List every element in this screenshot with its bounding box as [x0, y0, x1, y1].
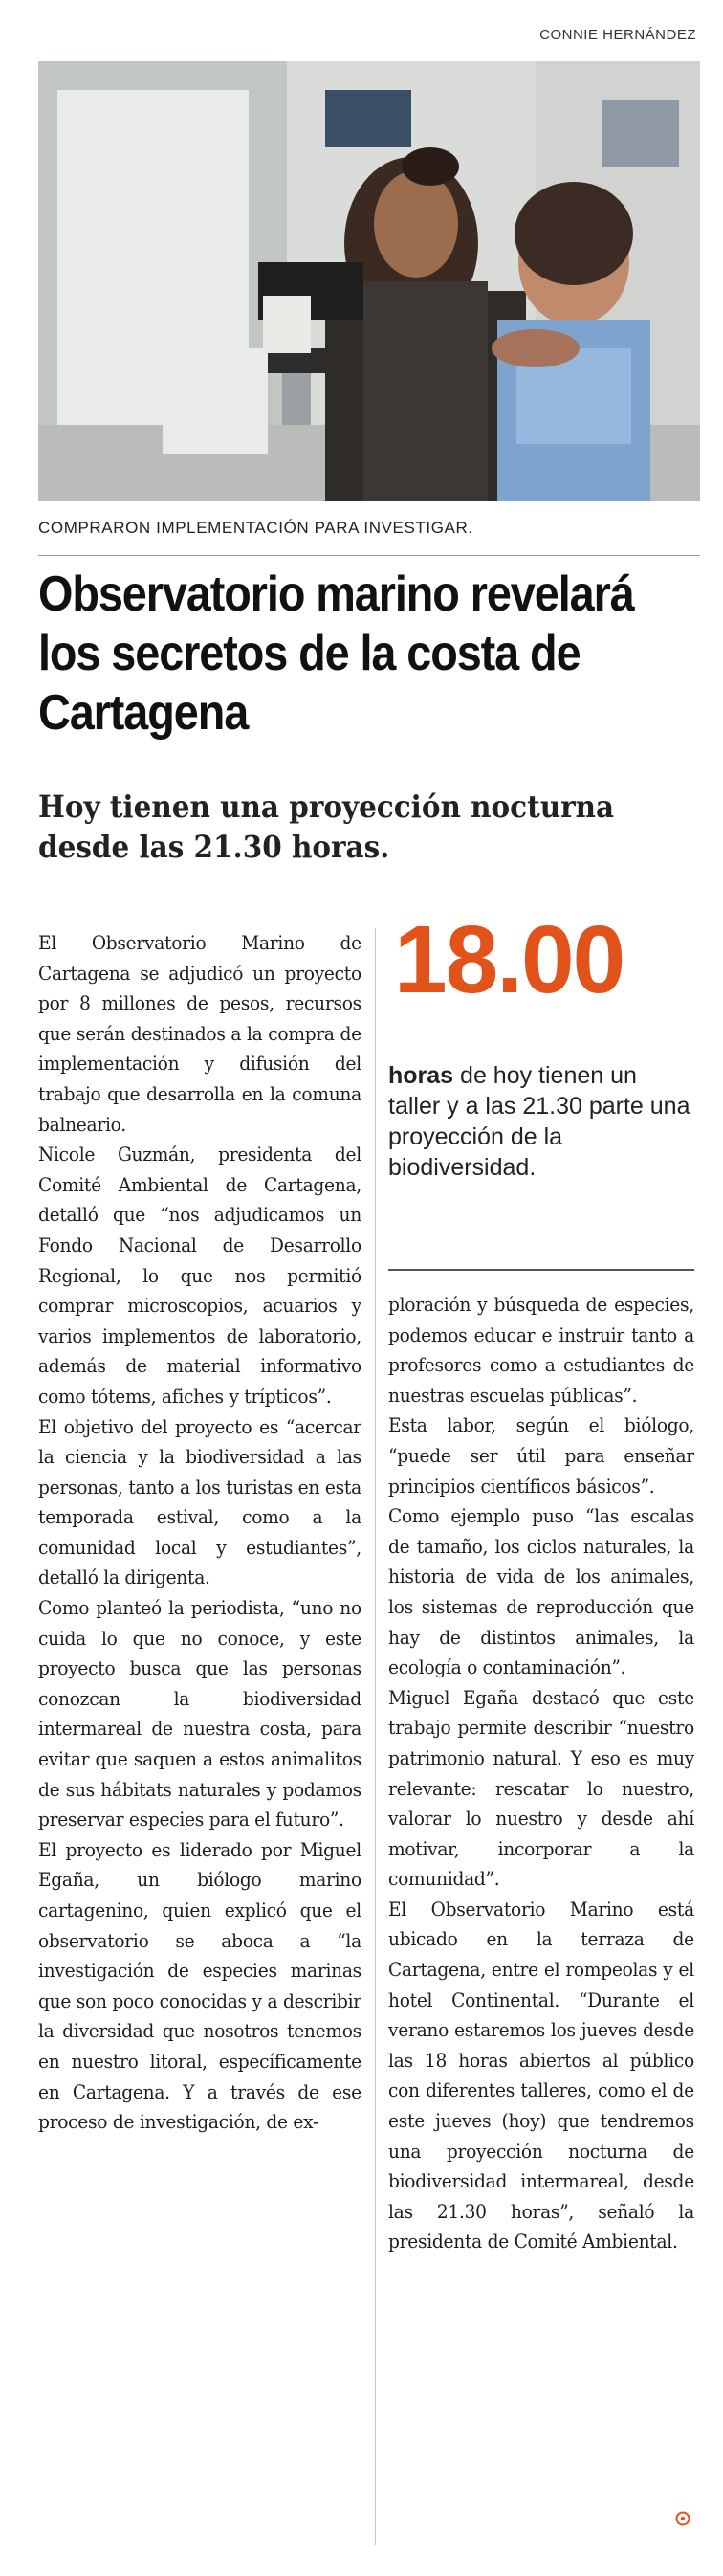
paragraph: Esta labor, según el biólogo, “puede ser útil para enseñar principios científicos básicos”.: [388, 1413, 694, 1498]
caption-divider: [38, 555, 700, 556]
body-column-left: [38, 928, 362, 2545]
photo-caption: COMPRARON IMPLEMENTACIÓN PARA INVESTIGAR.: [38, 519, 473, 537]
highlight-divider: [388, 1269, 694, 1271]
highlight-number: 18.00: [394, 906, 624, 1013]
paragraph: Nicole Guzmán, presidenta del Comité Ambiental de Cartagena, detalló que “nos adjudicamos un Fondo Nacional de Desarrollo Regional, lo que nos permitió comprar microscopios, acuarios y varios implementos de laboratorio, además de material informativo como tótems, afiches y trípticos”.: [38, 1143, 362, 1408]
paragraph: El Observatorio Marino está ubicado en la terraza de Cartagena, entre el rompeolas y el hotel Continental. “Durante el verano estaremos los jueves desde las 18 horas abiertos al público con diferentes talleres, como el de este jueves (hoy) que tendremos una proyección nocturna de biodiversidad intermareal, desde las 21.30 horas”, señaló la presidenta de Comité Ambiental.: [388, 1897, 694, 2254]
photo-credit: CONNIE HERNÁNDEZ: [539, 27, 696, 43]
photo-illustration: [38, 61, 700, 501]
subheadline: Hoy tienen una proyección nocturna desde las 21.30 horas.: [38, 788, 615, 865]
headline: Observatorio marino revelará los secretos de la costa de Cartagena: [38, 566, 634, 741]
paragraph: El objetivo del proyecto es “acercar la ciencia y la biodiversidad a las personas, tanto a los turistas en esta temporada estival, como a la comunidad local y estudiantes”, detalló la dirigenta.: [38, 1414, 362, 1589]
highlight-text: [388, 1060, 694, 1183]
article-photo: [38, 61, 700, 501]
end-circle-icon: [675, 2511, 690, 2526]
paragraph: El Observatorio Marino de Cartagena se adjudicó un proyecto por 8 millones de pesos, recursos que serán destinados a la compra de implementación y difusión del trabajo que desarrolla en la comuna balneario.: [38, 931, 362, 1136]
paragraph: El proyecto es liderado por Miguel Egaña, un biólogo marino cartagenino, quien explicó que el observatorio se aboca a “la investigación de especies marinas que son poco conocidas y a describir la diversidad que nosotros tenemos en nuestro litoral, específicamente en Cartagena. Y a través de ese proceso de investigación, de ex-: [38, 1837, 362, 2134]
paragraph: ploración y búsqueda de especies, podemos educar e instruir tanto a profesores como a estudiantes de nuestras escuelas públicas”.: [388, 1293, 694, 1407]
highlight-body: de hoy tienen un taller y a las 21.30 parte una proyección de la biodiversidad.: [388, 1062, 690, 1181]
column-divider: [375, 928, 376, 2545]
highlight-lead: horas: [388, 1062, 454, 1089]
paragraph: Como ejemplo puso “las escalas de tamaño, los ciclos naturales, la historia de vida de los animales, los sistemas de reproducción que hay de distintos animales, la ecología o contaminación”.: [388, 1504, 694, 1679]
paragraph: Miguel Egaña destacó que este trabajo permite describir “nuestro patrimonio natural. Y eso es muy relevante: rescatar lo nuestro, valorar lo nuestro y desde ahí motivar, incorporar a la comunidad”.: [388, 1685, 694, 1891]
paragraph: Como planteó la periodista, “uno no cuida lo que no conoce, y este proyecto busca que las personas conozcan la biodiversidad intermareal de nuestra costa, para evitar que saquen a estos animalitos de sus hábitats naturales y podamos preservar especies para el futuro”.: [38, 1596, 362, 1832]
body-column-right: [388, 1290, 694, 2553]
